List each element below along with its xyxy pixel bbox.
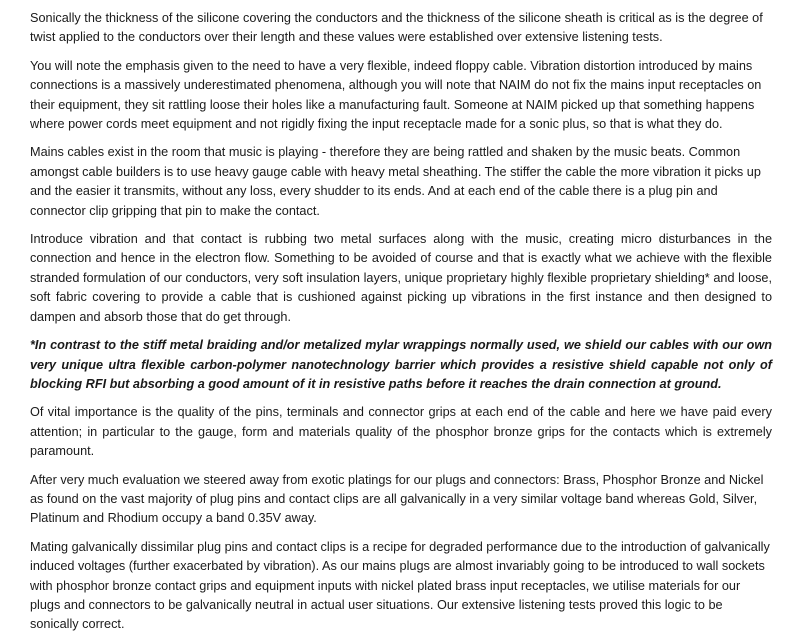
paragraph-shielding-note: *In contrast to the stiff metal braiding and/or metalized mylar wrappings normally used, we shield our cables with our own very unique ultra flexible carbon-polymer nanotechnology barrier which provides a resistive shield capable not only of blocking RFI but absorbing a good amount of it in resistive paths before it reaches the drain connection at ground. <box>30 338 772 391</box>
document-body <box>30 9 772 644</box>
paragraph-silicone-thickness: Sonically the thickness of the silicone covering the conductors and the thickness of the silicone sheath is critical as is the degree of twist applied to the conductors over their length and these values were established over extensive listening tests. <box>30 11 763 45</box>
paragraph-platings: After very much evaluation we steered away from exotic platings for our plugs and connectors: Brass, Phosphor Bronze and Nickel as found on the vast majority of plug pins and contact clips are all galvanically in a very similar voltage band whereas Gold, Silver, Platinum and Rhodium occupy a band 0.35V away. <box>30 472 764 526</box>
paragraph-flexible-cable: You will note the emphasis given to the need to have a very flexible, indeed floppy cable. Vibration distortion introduced by mains connections is a massively underestimated phenomena, although you will note that NAIM do not fix the mains input receptacles on their equipment, they sit rattling loose their holes like a manufacturing fault. Someone at NAIM picked up that something happens where power cords meet equipment and not rigidly fixing the input receptacle made for a sonic plus, so that is what they do. <box>30 58 762 132</box>
cut-off-next-line <box>30 586 772 600</box>
paragraph-introduce-vibration: Introduce vibration and that contact is rubbing two metal surfaces along with the music, creating micro disturbances in the connection and hence in the electron flow. Something to be avoided of course and that is exactly what we achieve with the flexible stranded formulation of our conductors, very soft insulation layers, unique proprietary highly flexible proprietary shielding* and loose, soft fabric covering to provide a cable that is cushioned against picking up vibrations in the first instance and then designed to dampen and absorb those that do get through. <box>30 232 772 324</box>
paragraph-mains-cables-vibration: Mains cables exist in the room that music is playing - therefore they are being rattled and shaken by the music beats. Common amongst cable builders is to use heavy gauge cable with heavy metal sheathing. The stiffer the cable the more vibration it picks up and the easier it transmits, without any loss, every shudder to its ends. And at each end of the cable there is a plug pin and connector clip gripping that pin to make the contact. <box>30 145 761 218</box>
paragraph-pins-quality: Of vital importance is the quality of the pins, terminals and connector grips at each end of the cable and here we have paid every attention; in particular to the gauge, form and materials quality of the phosphor bronze grips for the contacts which is extremely paramount. <box>30 405 772 459</box>
paragraph-galvanic-mating: Mating galvanically dissimilar plug pins and contact clips is a recipe for degraded performance due to the introduction of galvanically induced voltages (further exacerbated by vibration). As our mains plugs are almost invariably going to be introduced to wall sockets with phosphor bronze contact grips and equipment inputs with nickel plated brass input receptacles, we utilise materials for our plugs and connectors to be galvanically neutral in actual user situations. Our extensive listening tests proved this logic to be sonically correct. <box>30 539 770 632</box>
